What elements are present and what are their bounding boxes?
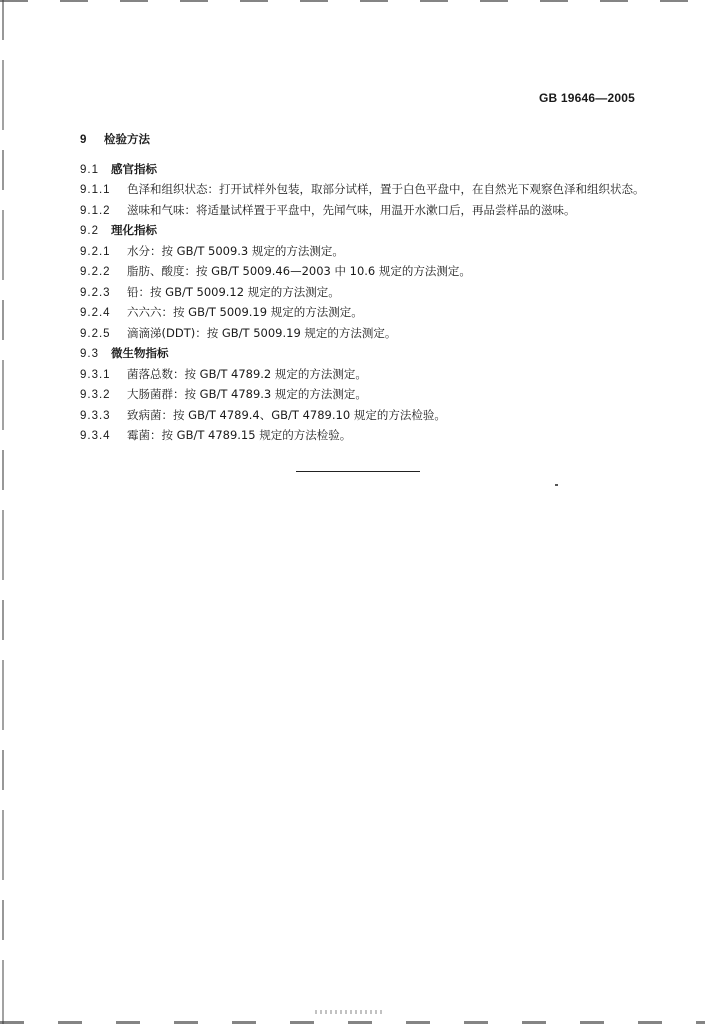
clause-number: 9.2.3 [80, 286, 111, 299]
clause-text: 致病菌：按 GB/T 4789.4、GB/T 4789.10 规定的方法检验。 [127, 407, 446, 422]
clause [80, 365, 646, 386]
clause-text: 霉菌：按 GB/T 4789.15 规定的方法检验。 [127, 428, 352, 442]
clause-number: 9.3.3 [80, 409, 111, 422]
clause-text: 大肠菌群：按 GB/T 4789.3 规定的方法测定。 [127, 387, 367, 401]
clause-text: 感官指标 [111, 161, 157, 176]
clause [80, 426, 646, 447]
subsection-heading [80, 344, 646, 365]
clause-number: 9.3 [80, 348, 99, 360]
clause-text: 理化指标 [111, 223, 157, 237]
clause-text: 色泽和组织状态：打开试样外包装，取部分试样，置于白色平盘中，在自然光下观察色泽和组织状态。 [127, 182, 645, 196]
subsection-heading [80, 160, 646, 181]
clause [80, 385, 646, 406]
clause-number: 9.2 [80, 225, 99, 237]
section-heading [80, 130, 646, 151]
clause-text: 水分：按 GB/T 5009.3 规定的方法测定。 [127, 243, 344, 258]
clause-number: 9.2.1 [80, 245, 111, 258]
clause [80, 201, 646, 222]
clause-text: 滋味和气味：将适量试样置于平盘中，先闻气味，用温开水漱口后，再品尝样品的滋味。 [127, 202, 576, 217]
clause-number: 9.3.1 [80, 368, 111, 381]
clause-number: 9.1.1 [80, 184, 111, 196]
clause [80, 283, 646, 304]
clause-text: 脂肪、酸度：按 GB/T 5009.46—2003 中 10.6 规定的方法测定。 [127, 264, 471, 278]
clause [80, 242, 646, 263]
clause [80, 180, 646, 201]
clause-text: 菌落总数：按 GB/T 4789.2 规定的方法测定。 [127, 366, 367, 381]
scan-footer-noise [315, 1010, 385, 1014]
clause-text: 六六六：按 GB/T 5009.19 规定的方法测定。 [127, 305, 363, 319]
clause-text: 铅：按 GB/T 5009.12 规定的方法测定。 [127, 284, 340, 299]
scan-speck [555, 484, 558, 486]
clause-number: 9.2.5 [80, 327, 111, 340]
clause-number: 9.2.2 [80, 266, 111, 278]
clause [80, 303, 646, 324]
clause [80, 406, 646, 427]
scan-edge-top [0, 0, 705, 2]
section-title: 检验方法 [104, 132, 150, 146]
clause-number: 9.1.2 [80, 204, 111, 217]
clause-text: 滴滴涕(DDT)：按 GB/T 5009.19 规定的方法测定。 [127, 325, 397, 340]
end-of-document-rule [296, 471, 420, 472]
section-number: 9 [80, 134, 88, 146]
clause-number: 9.3.2 [80, 389, 111, 401]
document-body [80, 130, 646, 447]
clause-number: 9.2.4 [80, 307, 111, 319]
standard-code: GB 19646—2005 [539, 91, 635, 105]
clause-number: 9.1 [80, 163, 99, 176]
clause-text: 微生物指标 [111, 346, 169, 360]
clause [80, 262, 646, 283]
subsection-heading [80, 221, 646, 242]
clause-number: 9.3.4 [80, 430, 111, 442]
clause [80, 324, 646, 345]
scan-edge-left [2, 0, 4, 1024]
